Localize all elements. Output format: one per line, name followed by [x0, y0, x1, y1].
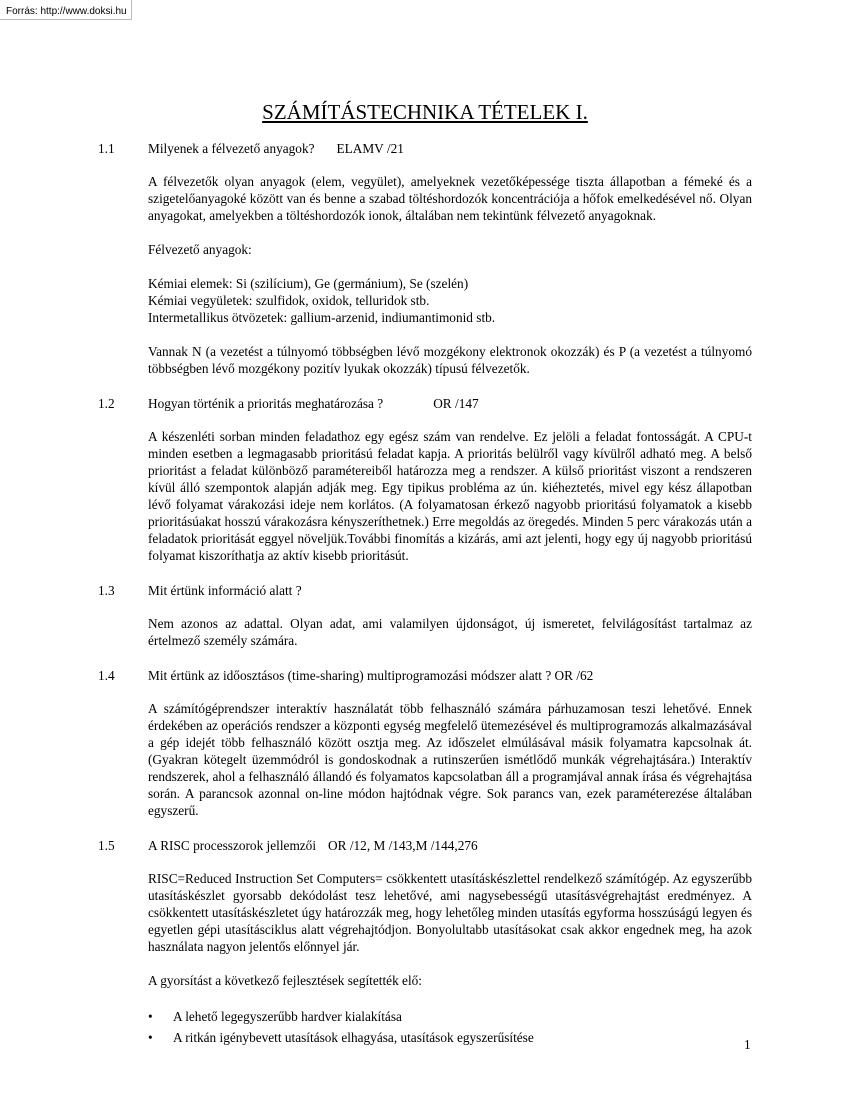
- section-1-2: [98, 395, 752, 564]
- section-question: Mit értünk információ alatt ?: [148, 583, 302, 598]
- document-body: [98, 140, 752, 1066]
- section-body: [148, 428, 752, 564]
- bullet-icon: •: [148, 1009, 153, 1024]
- section-question: Milyenek a félvezető anyagok?: [148, 141, 315, 156]
- section-heading: [98, 667, 752, 684]
- section-question: Hogyan történik a prioritás meghatározása ?: [148, 396, 384, 411]
- paragraph: A gyorsítást a következő fejlesztések segítették elő:: [148, 973, 422, 988]
- paragraph: Nem azonos az adattal. Olyan adat, ami valamilyen újdonságot, új ismeretet, felvilágosítást tartalmaz az értelmező személy számára.: [148, 616, 752, 648]
- paragraph: A készenléti sorban minden feladathoz egy egész szám van rendelve. Ez jelöli a feladat fontosságát. A CPU-t minden esetben a legmagasabb prioritású feladat kapja. A prioritás belülről vagy kívülről adható meg. A belső prioritást a feladat különböző paramétereiből határozza meg a rendszer. A külső prioritást viszont a rendszeren kívül álló szempontok alapján adják meg. Egy tipikus probléma az ún. kiéheztetés, mivel egy kész állapotban lévő folyamat várakozási ideje nem korlátos. (A folyamatosan érkező nagyobb prioritású folyamatok a kisebb prioritásúakat hosszú várakozásra kényszeríthetnek.) Erre megoldás az öregedés. Minden 5 perc várakozás után a feladatok prioritását eggyel növeljük.További finomítás a kizárás, ami azt jelenti, hogy egy új nagyobb prioritású folyamat kiszoríthatja az aktív kisebb prioritásút.: [148, 429, 752, 563]
- section-heading: [98, 837, 752, 854]
- bullet-icon: •: [148, 1030, 153, 1045]
- list-item: [148, 1006, 752, 1027]
- list-line: Kémiai elemek: Si (szilícium), Ge (germánium), Se (szelén): [148, 276, 469, 291]
- bullet-list: [148, 1006, 752, 1048]
- paragraph: A félvezetők olyan anyagok (elem, vegyület), amelyeknek vezetőképessége tiszta állapotban a fémeké és a szigetelőanyagoké között van és benne a szabad töltéshordozók koncentrációja a hőfok emelkedésével nő. Olyan anyagokat, amelyekben a töltéshordozók ionok, általában nem tekintünk félvezető anyagoknak.: [148, 174, 752, 223]
- section-body: [148, 615, 752, 649]
- paragraph: RISC=Reduced Instruction Set Computers= csökkentett utasításkészlettel rendelkező számítógép. Az egyszerűbb utasításkészlet gyorsabb dekódolást tesz lehetővé, ami nagysebességű utasításvégrehajtást eredményez. A csökkentett utasításkészletet úgy határozzák meg, hogy lehetőleg minden utasítás egyforma hosszúságú legyen és egyetlen gépi utasításciklus alatt végrehajtódjon. Bonyolultabb utasításokat csak akkor engednek meg, ha azok használata nagyon jelentős előnnyel jár.: [148, 871, 752, 954]
- list-item: [148, 1027, 752, 1048]
- section-heading: [98, 582, 752, 599]
- section-heading: [98, 140, 752, 157]
- paragraph: A számítógéprendszer interaktív használatát több felhasználó számára párhuzamosan teszi lehetővé. Ennek érdekében az operációs rendszer a központi egység megfelelő ütemezésével és multiprogramozás alkalmazásával a gép idejét több felhasználó között osztja meg. Az időszelet elmúlásával másik folyamatra kapcsolnak át. (Gyakran kötegelt üzemmódról is gondoskodnak a rutinszerűen ismétlődő munkák végrehajtására.) Interaktív rendszerek, ahol a felhasználó állandó és folyamatos kapcsolatban áll a programjával annak írása és végrehajtása során. A parancsok azonnal on-line módon hajtódnak végre. Sok parancs van, ezek paraméterezése általában egyszerű.: [148, 701, 752, 818]
- section-number: 1.3: [98, 583, 115, 598]
- section-heading: [98, 395, 752, 412]
- list-line: Kémiai vegyületek: szulfidok, oxidok, telluridok stb.: [148, 293, 430, 308]
- section-question: A RISC processzorok jellemzői: [148, 838, 317, 853]
- section-number: 1.4: [98, 668, 115, 683]
- material-list: [148, 275, 752, 326]
- list-item-text: A lehető legegyszerűbb hardver kialakítása: [173, 1009, 402, 1024]
- page-title: SZÁMÍTÁSTECHNIKA TÉTELEK I.: [262, 100, 588, 124]
- section-1-4: [98, 667, 752, 819]
- section-body: [148, 173, 752, 377]
- section-number: 1.1: [98, 141, 115, 156]
- section-reference: OR /12, M /143,M /144,276: [328, 838, 478, 853]
- section-question: Mit értünk az időosztásos (time-sharing) multiprogramozási módszer alatt ? OR /62: [148, 668, 594, 683]
- section-body: [148, 870, 752, 1048]
- section-1-3: [98, 582, 752, 649]
- list-item-text: A ritkán igénybevett utasítások elhagyása, utasítások egyszerűsítése: [173, 1030, 534, 1045]
- list-line: Intermetallikus ötvözetek: gallium-arzenid, indiumantimonid stb.: [148, 310, 496, 325]
- paragraph: Félvezető anyagok:: [148, 242, 252, 257]
- section-body: [148, 700, 752, 819]
- page-number: 1: [744, 1037, 751, 1052]
- section-number: 1.5: [98, 838, 115, 853]
- section-1-5: [98, 837, 752, 1048]
- section-1-1: [98, 140, 752, 377]
- source-label: Forrás: http://www.doksi.hu: [0, 0, 132, 20]
- section-reference: ELAMV /21: [336, 141, 404, 156]
- section-reference: OR /147: [433, 396, 479, 411]
- paragraph: Vannak N (a vezetést a túlnyomó többségben lévő mozgékony elektronok okozzák) és P (a vezetést a túlnyomó többségben lévő mozgékony pozitív lyukak okozzák) típusú félvezetők.: [148, 344, 752, 376]
- section-number: 1.2: [98, 396, 115, 411]
